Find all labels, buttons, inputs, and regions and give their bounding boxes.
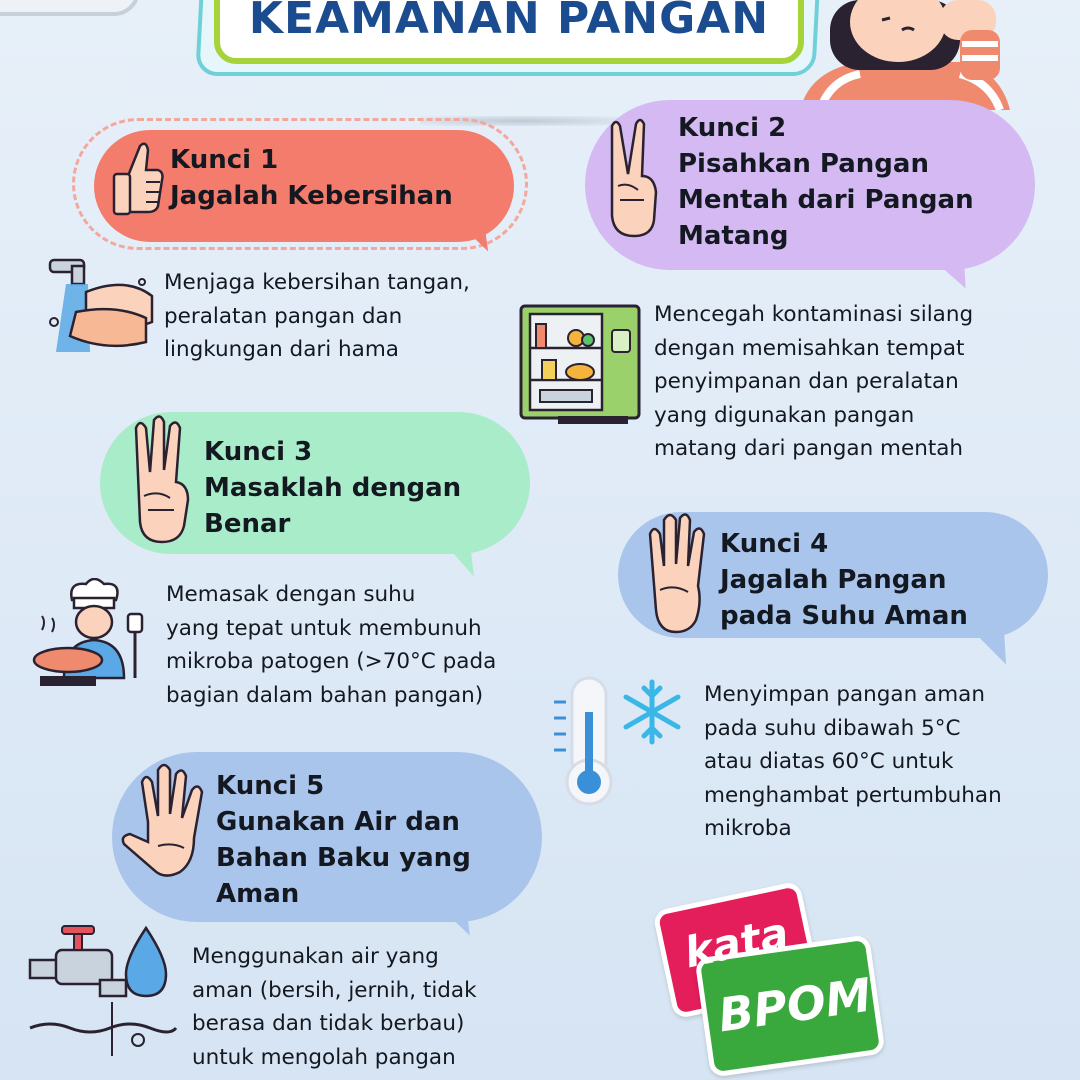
key-3-title-line-1: Kunci 3 [204, 437, 313, 467]
key-1-title-line-1: Kunci 1 [170, 145, 279, 175]
thermometer-snowflake-icon [548, 672, 684, 810]
five-fingers-hand-icon [120, 762, 210, 880]
key-2-title [678, 110, 974, 254]
key-1-desc-line: peralatan pangan dan [164, 303, 403, 329]
key-4-desc-line: Menyimpan pangan aman [704, 682, 985, 707]
key-4-description [704, 678, 1002, 846]
key-2-desc-line: yang digunakan pangan [654, 402, 915, 428]
key-4-title [720, 526, 968, 634]
key-5-desc-line: untuk mengolah pangan [192, 1044, 456, 1070]
key-3-title-line-2: Masaklah dengan [204, 473, 462, 503]
key-3-desc-line: mikroba patogen (>70°C pada [166, 649, 497, 674]
key-2-desc-line: Mencegah kontaminasi silang [654, 302, 974, 327]
key-5-title-line-1: Kunci 5 [216, 771, 325, 801]
key-1-desc-line: Menjaga kebersihan tangan, [164, 270, 470, 295]
key-4-desc-line: pada suhu dibawah 5°C [704, 715, 961, 741]
key-5-title-line-4: Aman [216, 879, 300, 909]
chef-cooking-icon [28, 578, 152, 690]
key-3-desc-line: Memasak dengan suhu [166, 582, 416, 607]
key-5-description [192, 940, 477, 1074]
key-3-title [204, 434, 461, 542]
key-3-desc-line: yang tepat untuk membunuh [166, 615, 482, 641]
key-4-title-line-2: Jagalah Pangan [720, 565, 947, 595]
thumbs-up-hand-icon [110, 140, 166, 216]
key-1-title-line-2: Jagalah Kebersihan [170, 181, 453, 211]
key-5-desc-line: aman (bersih, jernih, tidak [192, 977, 477, 1003]
key-5-title-line-2: Gunakan Air dan [216, 807, 460, 837]
key-5-title [216, 768, 471, 912]
key-2-description [654, 298, 973, 466]
two-fingers-hand-icon [604, 116, 660, 240]
key-3-title-line-3: Benar [204, 509, 291, 539]
key-5-title-line-3: Bahan Baku yang [216, 843, 471, 873]
water-tap-icon [26, 924, 178, 1064]
key-4-title-line-3: pada Suhu Aman [720, 601, 968, 631]
logo-kata-text: kata [680, 907, 793, 978]
header-banner [214, 0, 804, 64]
key-5-desc-line: Menggunakan air yang [192, 944, 439, 969]
key-4-title-line-1: Kunci 4 [720, 529, 829, 559]
logo-bpom-text: BPOM [714, 967, 875, 1043]
key-3-description [166, 578, 496, 712]
corner-decoration [0, 0, 140, 16]
key-2-desc-line: dengan memisahkan tempat [654, 335, 965, 361]
refrigerator-icon [518, 302, 642, 428]
key-1-description [164, 266, 470, 367]
handwashing-icon [46, 256, 156, 356]
key-2-title-line-3: Mentah dari Pangan [678, 185, 974, 215]
page-title: KEAMANAN PANGAN [248, 0, 770, 44]
key-3-desc-line: bagian dalam bahan pangan) [166, 682, 484, 708]
key-2-desc-line: matang dari pangan mentah [654, 436, 964, 461]
key-1-title [170, 142, 453, 214]
key-5-desc-line: berasa dan tidak berbau) [192, 1011, 465, 1036]
key-4-desc-line: mikroba [704, 816, 792, 841]
key-1-desc-line: lingkungan dari hama [164, 337, 399, 362]
key-4-desc-line: menghambat pertumbuhan [704, 782, 1002, 808]
key-2-desc-line: penyimpanan dan peralatan [654, 369, 959, 394]
three-fingers-hand-icon [130, 414, 192, 546]
key-2-title-line-2: Pisahkan Pangan [678, 149, 929, 179]
key-2-title-line-1: Kunci 2 [678, 113, 787, 143]
girl-illustration [790, 0, 1020, 110]
four-fingers-hand-icon [646, 510, 708, 636]
key-4-desc-line: atau diatas 60°C untuk [704, 749, 954, 774]
key-2-title-line-4: Matang [678, 221, 789, 251]
